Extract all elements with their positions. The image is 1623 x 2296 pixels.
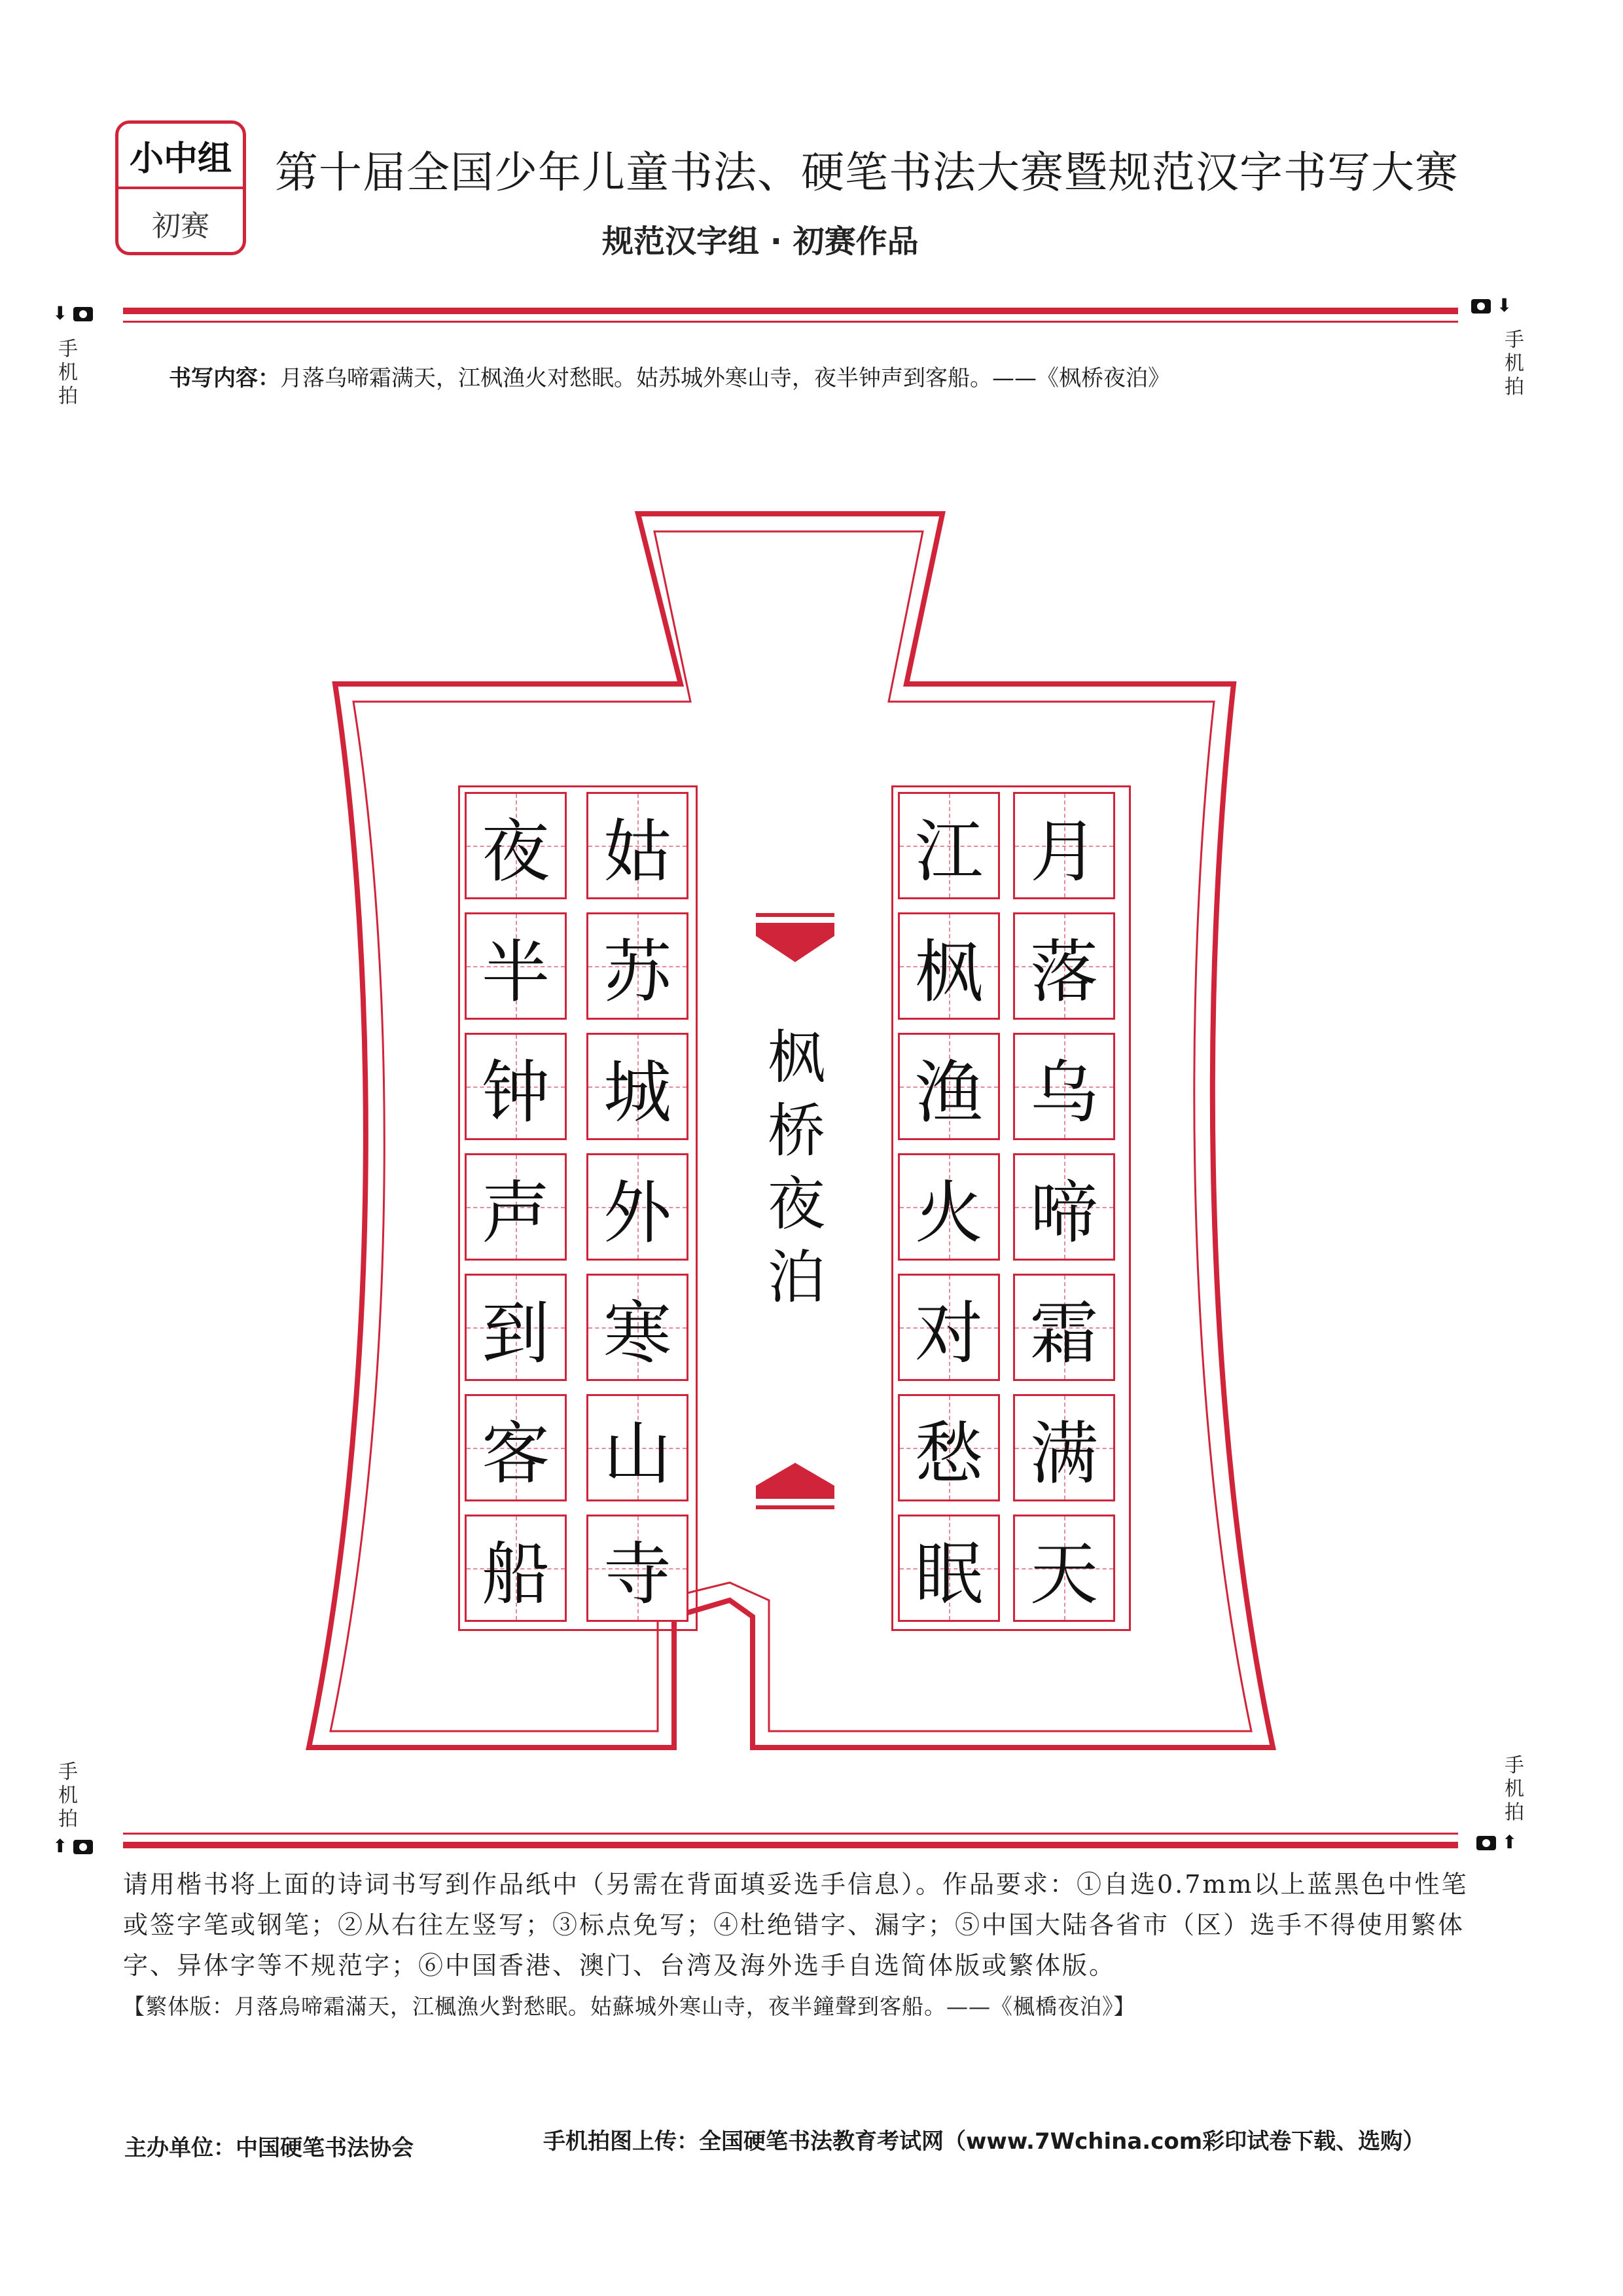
char-cell: 船 bbox=[465, 1515, 567, 1622]
bottom-right-marker bbox=[1476, 1831, 1517, 1853]
page-subtitle: 规范汉字组 · 初赛作品 bbox=[602, 223, 919, 260]
bottom-left-marker bbox=[52, 1835, 93, 1857]
char-cell: 客 bbox=[465, 1394, 567, 1501]
traditional-version: 【繁体版：月落烏啼霜滿天，江楓漁火對愁眠。姑蘇城外寒山寺，夜半鐘聲到客船。——《楓橋夜泊》】 bbox=[123, 1994, 1136, 2019]
char-cell: 苏 bbox=[586, 912, 688, 1020]
char-cell: 天 bbox=[1013, 1515, 1115, 1622]
bottom-rule-thick bbox=[123, 1842, 1458, 1848]
char-cell: 夜 bbox=[465, 792, 567, 899]
writing-content-label: 书写内容： bbox=[169, 365, 280, 391]
char-cell: 枫 bbox=[898, 912, 1000, 1020]
char-cell: 眠 bbox=[898, 1515, 1000, 1622]
char-cell: 半 bbox=[465, 912, 567, 1020]
char-cell: 声 bbox=[465, 1153, 567, 1261]
char-cell: 霜 bbox=[1013, 1274, 1115, 1381]
organizer: 主办单位：中国硬笔书法协会 bbox=[124, 2135, 414, 2161]
char-cell: 外 bbox=[586, 1153, 688, 1261]
arrow-down-icon: ⬇ bbox=[52, 302, 68, 324]
arrow-up-icon: ⬆ bbox=[52, 1835, 68, 1857]
char-cell: 山 bbox=[586, 1394, 688, 1501]
char-cell: 姑 bbox=[586, 792, 688, 899]
writing-content-text: 月落乌啼霜满天，江枫渔火对愁眠。姑苏城外寒山寺，夜半钟声到客船。——《枫桥夜泊》 bbox=[280, 365, 1170, 391]
badge-stage-label: 初赛 bbox=[152, 209, 209, 243]
char-cell: 啼 bbox=[1013, 1153, 1115, 1261]
char-cell: 对 bbox=[898, 1274, 1000, 1381]
char-cell: 钟 bbox=[465, 1033, 567, 1140]
char-cell: 乌 bbox=[1013, 1033, 1115, 1140]
char-cell: 火 bbox=[898, 1153, 1000, 1261]
char-cell: 月 bbox=[1013, 792, 1115, 899]
char-cell: 落 bbox=[1013, 912, 1115, 1020]
writing-instructions: 请用楷书将上面的诗词书写到作品纸中（另需在背面填妥选手信息）。作品要求：①自选0.7mm以上蓝黑色中性笔或签字笔或钢笔；②从右往左竖写；③标点免写；④杜绝错字、漏字；⑤中国大陆各省市（区）选手不得使用繁体字、异体字等不规范字；⑥中国香港、澳门、台湾及海外选手自选简体版或繁体版。 bbox=[123, 1870, 1469, 1980]
char-cell: 城 bbox=[586, 1033, 688, 1140]
char-cell: 满 bbox=[1013, 1394, 1115, 1501]
char-cell: 寺 bbox=[586, 1515, 688, 1622]
arrow-up-icon: ⬆ bbox=[1501, 1831, 1518, 1853]
arrow-down-icon: ⬇ bbox=[1496, 295, 1512, 316]
page-title: 第十届全国少年儿童书法、硬笔书法大赛暨规范汉字书写大赛 bbox=[275, 147, 1459, 198]
char-cell: 江 bbox=[898, 792, 1000, 899]
bottom-left-phone-label: 手机拍 bbox=[58, 1761, 78, 1831]
char-cell: 渔 bbox=[898, 1033, 1000, 1140]
camera-icon bbox=[1476, 1836, 1496, 1850]
top-left-phone-label: 手机拍 bbox=[58, 338, 78, 408]
char-cell: 愁 bbox=[898, 1394, 1000, 1501]
char-cell: 到 bbox=[465, 1274, 567, 1381]
upload-info: 手机拍图上传：全国硬笔书法教育考试网（www.7Wchina.com彩印试卷下载、选购） bbox=[543, 2128, 1425, 2155]
badge-group-label: 小中组 bbox=[118, 124, 243, 189]
char-cell: 寒 bbox=[586, 1274, 688, 1381]
camera-icon bbox=[73, 1840, 93, 1854]
bottom-rule-thin bbox=[123, 1833, 1458, 1835]
top-right-phone-label: 手机拍 bbox=[1505, 329, 1524, 399]
poem-title: 枫桥夜泊 bbox=[767, 1024, 825, 1311]
bottom-right-phone-label: 手机拍 bbox=[1505, 1754, 1524, 1824]
